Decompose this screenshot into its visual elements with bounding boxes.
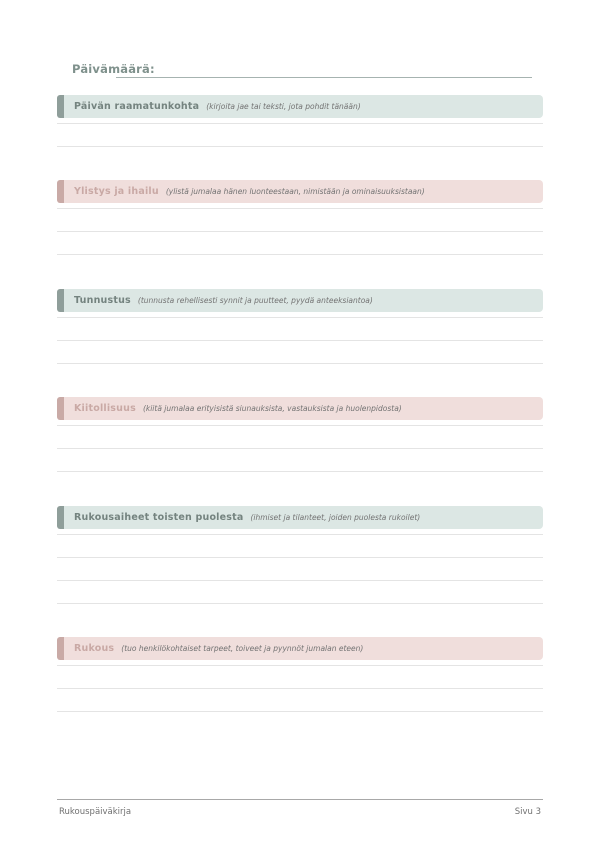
page-footer <box>57 799 543 817</box>
writing-line[interactable] <box>57 689 543 712</box>
section-hint: (kiitä jumalaa erityisistä siunauksista, vastauksista ja huolenpidosta) <box>142 404 402 413</box>
section-scripture <box>57 95 543 147</box>
section-title: Kiitollisuus <box>74 403 136 414</box>
section-gratitude <box>57 397 543 472</box>
section-header <box>57 180 543 203</box>
section-intercession <box>57 506 543 604</box>
date-row <box>72 62 532 80</box>
section-hint: (tuo henkilökohtaiset tarpeet, toiveet ja pyynnöt jumalan eteen) <box>121 644 364 653</box>
writing-line[interactable] <box>57 558 543 581</box>
writing-line[interactable] <box>57 341 543 364</box>
section-confession <box>57 289 543 364</box>
writing-line[interactable] <box>57 666 543 689</box>
writing-line[interactable] <box>57 232 543 255</box>
section-title: Rukous <box>74 643 115 654</box>
writing-line[interactable] <box>57 209 543 232</box>
section-title: Rukousaiheet toisten puolesta <box>74 512 244 523</box>
section-hint: (ylistä jumalaa hänen luonteestaan, nimistään ja ominaisuuksistaan) <box>165 187 425 196</box>
writing-line[interactable] <box>57 535 543 558</box>
section-header <box>57 637 543 660</box>
writing-line[interactable] <box>57 449 543 472</box>
writing-line[interactable] <box>57 318 543 341</box>
section-header <box>57 95 543 118</box>
section-hint: (tunnusta rehellisesti synnit ja puutteet, pyydä anteeksiantoa) <box>137 296 373 305</box>
footer-title: Rukouspäiväkirja <box>59 807 132 817</box>
section-header <box>57 289 543 312</box>
section-header <box>57 397 543 420</box>
section-praise <box>57 180 543 255</box>
date-label: Päivämäärä: <box>72 62 155 76</box>
writing-line[interactable] <box>57 581 543 604</box>
section-title: Päivän raamatunkohta <box>74 101 200 112</box>
section-prayer <box>57 637 543 712</box>
writing-line[interactable] <box>57 124 543 147</box>
section-hint: (ihmiset ja tilanteet, joiden puolesta rukoilet) <box>250 513 421 522</box>
section-title: Ylistys ja ihailu <box>74 186 159 197</box>
section-header <box>57 506 543 529</box>
section-title: Tunnustus <box>74 295 131 306</box>
section-hint: (kirjoita jae tai teksti, jota pohdit tänään) <box>206 102 361 111</box>
writing-line[interactable] <box>57 426 543 449</box>
date-input-line[interactable] <box>116 77 532 78</box>
page-number: Sivu 3 <box>514 807 541 817</box>
